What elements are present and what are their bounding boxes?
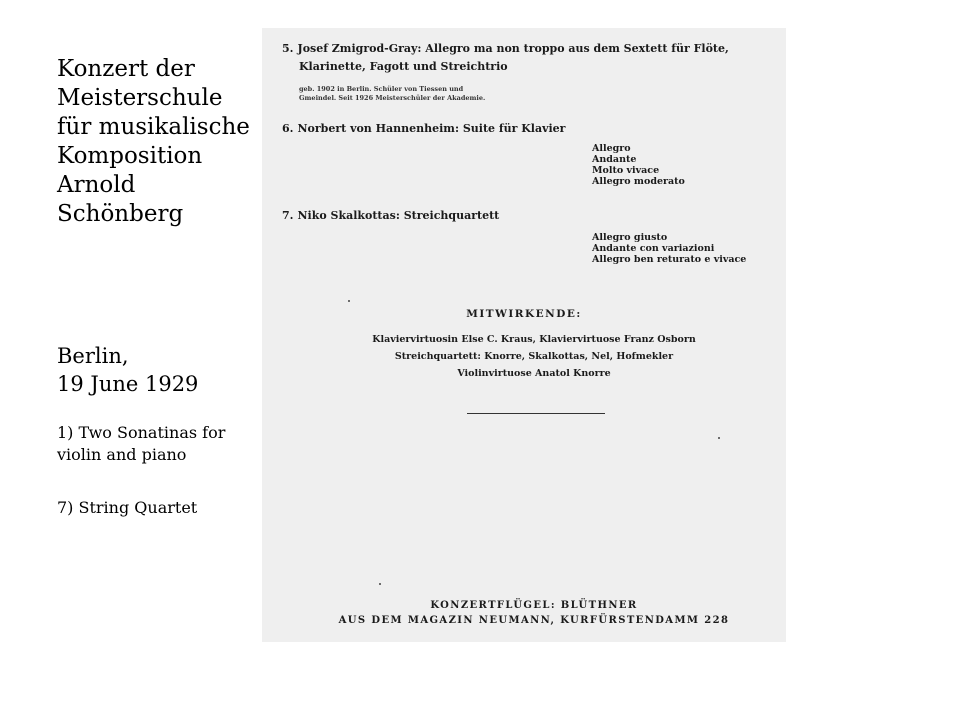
footer-line: KONZERTFLÜGEL: BLÜTHNER [430, 600, 638, 611]
movement: Allegro ben returato e vivace [592, 254, 747, 265]
item-line [282, 207, 499, 225]
item-number: 5. [282, 42, 294, 55]
slide-title-line: Schönberg [57, 201, 184, 227]
print-speck [379, 583, 381, 585]
item-text: Norbert von Hannenheim: Suite für Klavier [297, 122, 566, 135]
participants-heading: MITWIRKENDE: [466, 308, 582, 320]
item-line: Klarinette, Fagott und Streichtrio [299, 60, 508, 73]
item-number: 7. [282, 209, 294, 222]
item-line [282, 120, 565, 138]
note-line: violin and piano [57, 445, 187, 464]
item-number: 6. [282, 122, 294, 135]
participant-line: Violinvirtuose Anatol Knorre [457, 368, 611, 379]
item-line [282, 40, 729, 58]
note-sonatinas [57, 422, 262, 466]
programme-item-7 [282, 207, 499, 225]
movement: Andante [592, 154, 637, 165]
participant-line: Streichquartett: Knorre, Skalkottas, Nel, Hofmekler [394, 351, 674, 362]
composer-bio [299, 85, 485, 103]
programme-item-5 [282, 40, 729, 76]
programme-scan [262, 28, 786, 642]
programme-footer [262, 598, 806, 628]
note-string-quartet [57, 497, 262, 519]
movement: Andante con variazioni [592, 243, 715, 254]
item-text: Niko Skalkottas: Streichquartett [297, 209, 500, 222]
slide-title-line: Arnold [57, 172, 136, 198]
print-speck [348, 300, 350, 302]
bio-line: geb. 1902 in Berlin. Schüler von Tiessen und [299, 85, 464, 93]
place-line: Berlin, [57, 344, 129, 368]
item-text: Josef Zmigrod-Gray: Allegro ma non troppo aus dem Sextett für Flöte, [297, 42, 729, 55]
note-line: 7) String Quartet [57, 498, 198, 517]
footer-line: AUS DEM MAGAZIN NEUMANN, KURFÜRSTENDAMM 228 [338, 615, 730, 626]
bio-line: Gmeindel. Seit 1926 Meisterschüler der Akademie. [299, 94, 486, 102]
movement: Allegro moderato [592, 176, 685, 187]
movement: Allegro [592, 143, 631, 154]
movement-list [592, 143, 685, 187]
slide-title-line: Meisterschule [57, 85, 223, 111]
participant-line: Klaviervirtuosin Else C. Kraus, Klaviervirtuose Franz Osborn [372, 334, 696, 345]
slide-title-line: Konzert der [57, 56, 195, 82]
concert-place-date [57, 342, 257, 398]
movement-list [592, 232, 746, 265]
date-line: 19 June 1929 [57, 372, 199, 396]
slide-title-line: für musikalische [57, 114, 250, 140]
divider-rule [467, 413, 605, 414]
participants-list [262, 331, 806, 382]
movement: Molto vivace [592, 165, 660, 176]
slide-title-line: Komposition [57, 143, 203, 169]
print-speck [718, 437, 720, 439]
slide-title [57, 55, 257, 229]
movement: Allegro giusto [592, 232, 668, 243]
note-line: 1) Two Sonatinas for [57, 423, 226, 442]
programme-item-6 [282, 120, 565, 138]
